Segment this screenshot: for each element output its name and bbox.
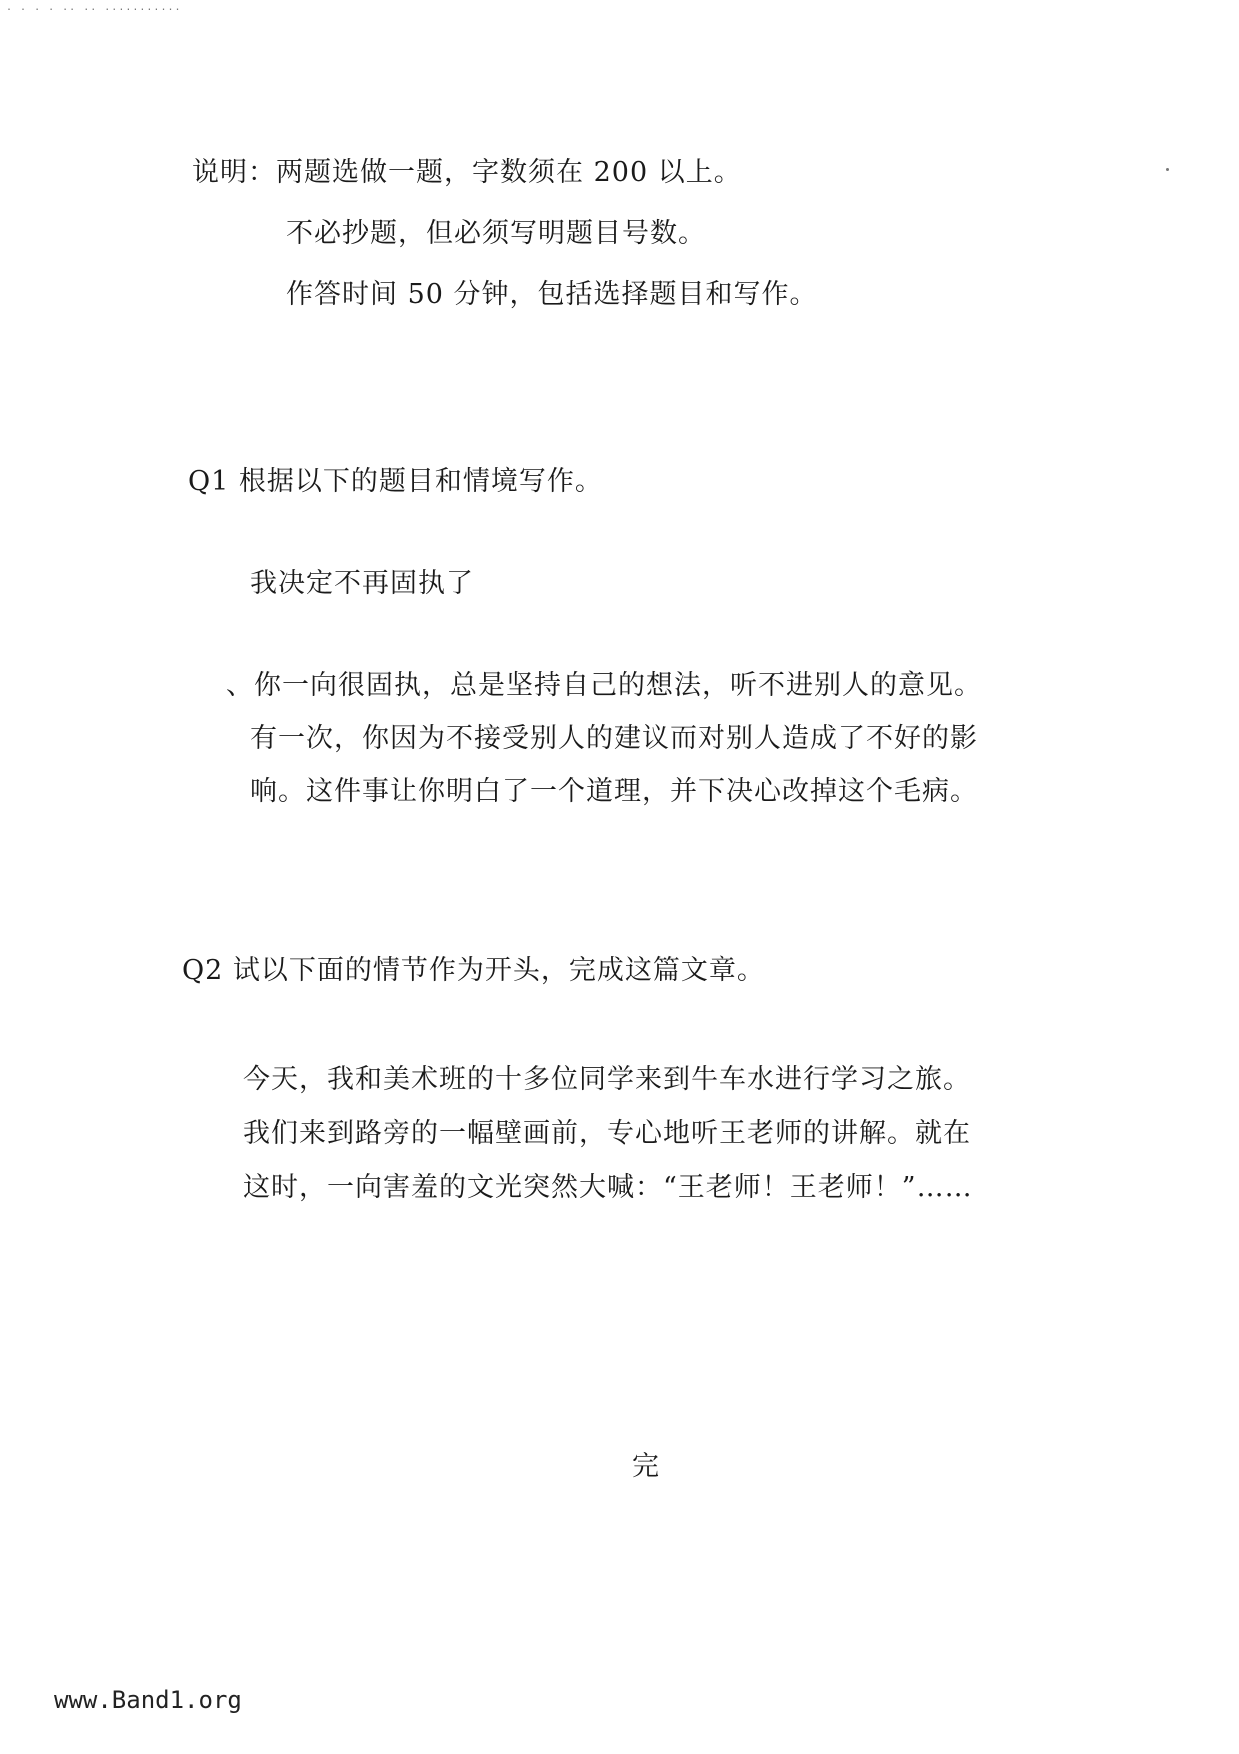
question-1-scenario-line-2: 有一次，你因为不接受别人的建议而对别人造成了不好的影 xyxy=(250,723,978,754)
instruction-line-3: 作答时间 50 分钟，包括选择题目和写作。 xyxy=(286,279,818,310)
question-2-opening-line-3: 这时，一向害羞的文光突然大喊：“王老师！王老师！”…… xyxy=(243,1172,973,1203)
question-1-heading: Q1 根据以下的题目和情境写作。 xyxy=(188,466,603,497)
instruction-line-1: 说明：两题选做一题，字数须在 200 以上。 xyxy=(192,157,742,188)
footer-url: www.Band1.org xyxy=(54,1686,242,1714)
scan-speck xyxy=(1166,168,1169,171)
end-mark: 完 xyxy=(632,1451,659,1482)
question-1-scenario-line-1: 、你一向很固执，总是坚持自己的想法，听不进别人的意见。 xyxy=(226,670,982,701)
page-header-mark: . . . . .. .. ........... xyxy=(6,2,182,13)
question-2-opening-line-1: 今天，我和美术班的十多位同学来到牛车水进行学习之旅。 xyxy=(243,1064,971,1095)
question-2-heading: Q2 试以下面的情节作为开头，完成这篇文章。 xyxy=(182,955,765,986)
question-2-opening-line-2: 我们来到路旁的一幅壁画前，专心地听王老师的讲解。就在 xyxy=(243,1118,971,1149)
question-1-scenario-line-3: 响。这件事让你明白了一个道理，并下决心改掉这个毛病。 xyxy=(250,776,978,807)
question-1-title: 我决定不再固执了 xyxy=(250,568,474,599)
instruction-line-2: 不必抄题，但必须写明题目号数。 xyxy=(286,218,706,249)
